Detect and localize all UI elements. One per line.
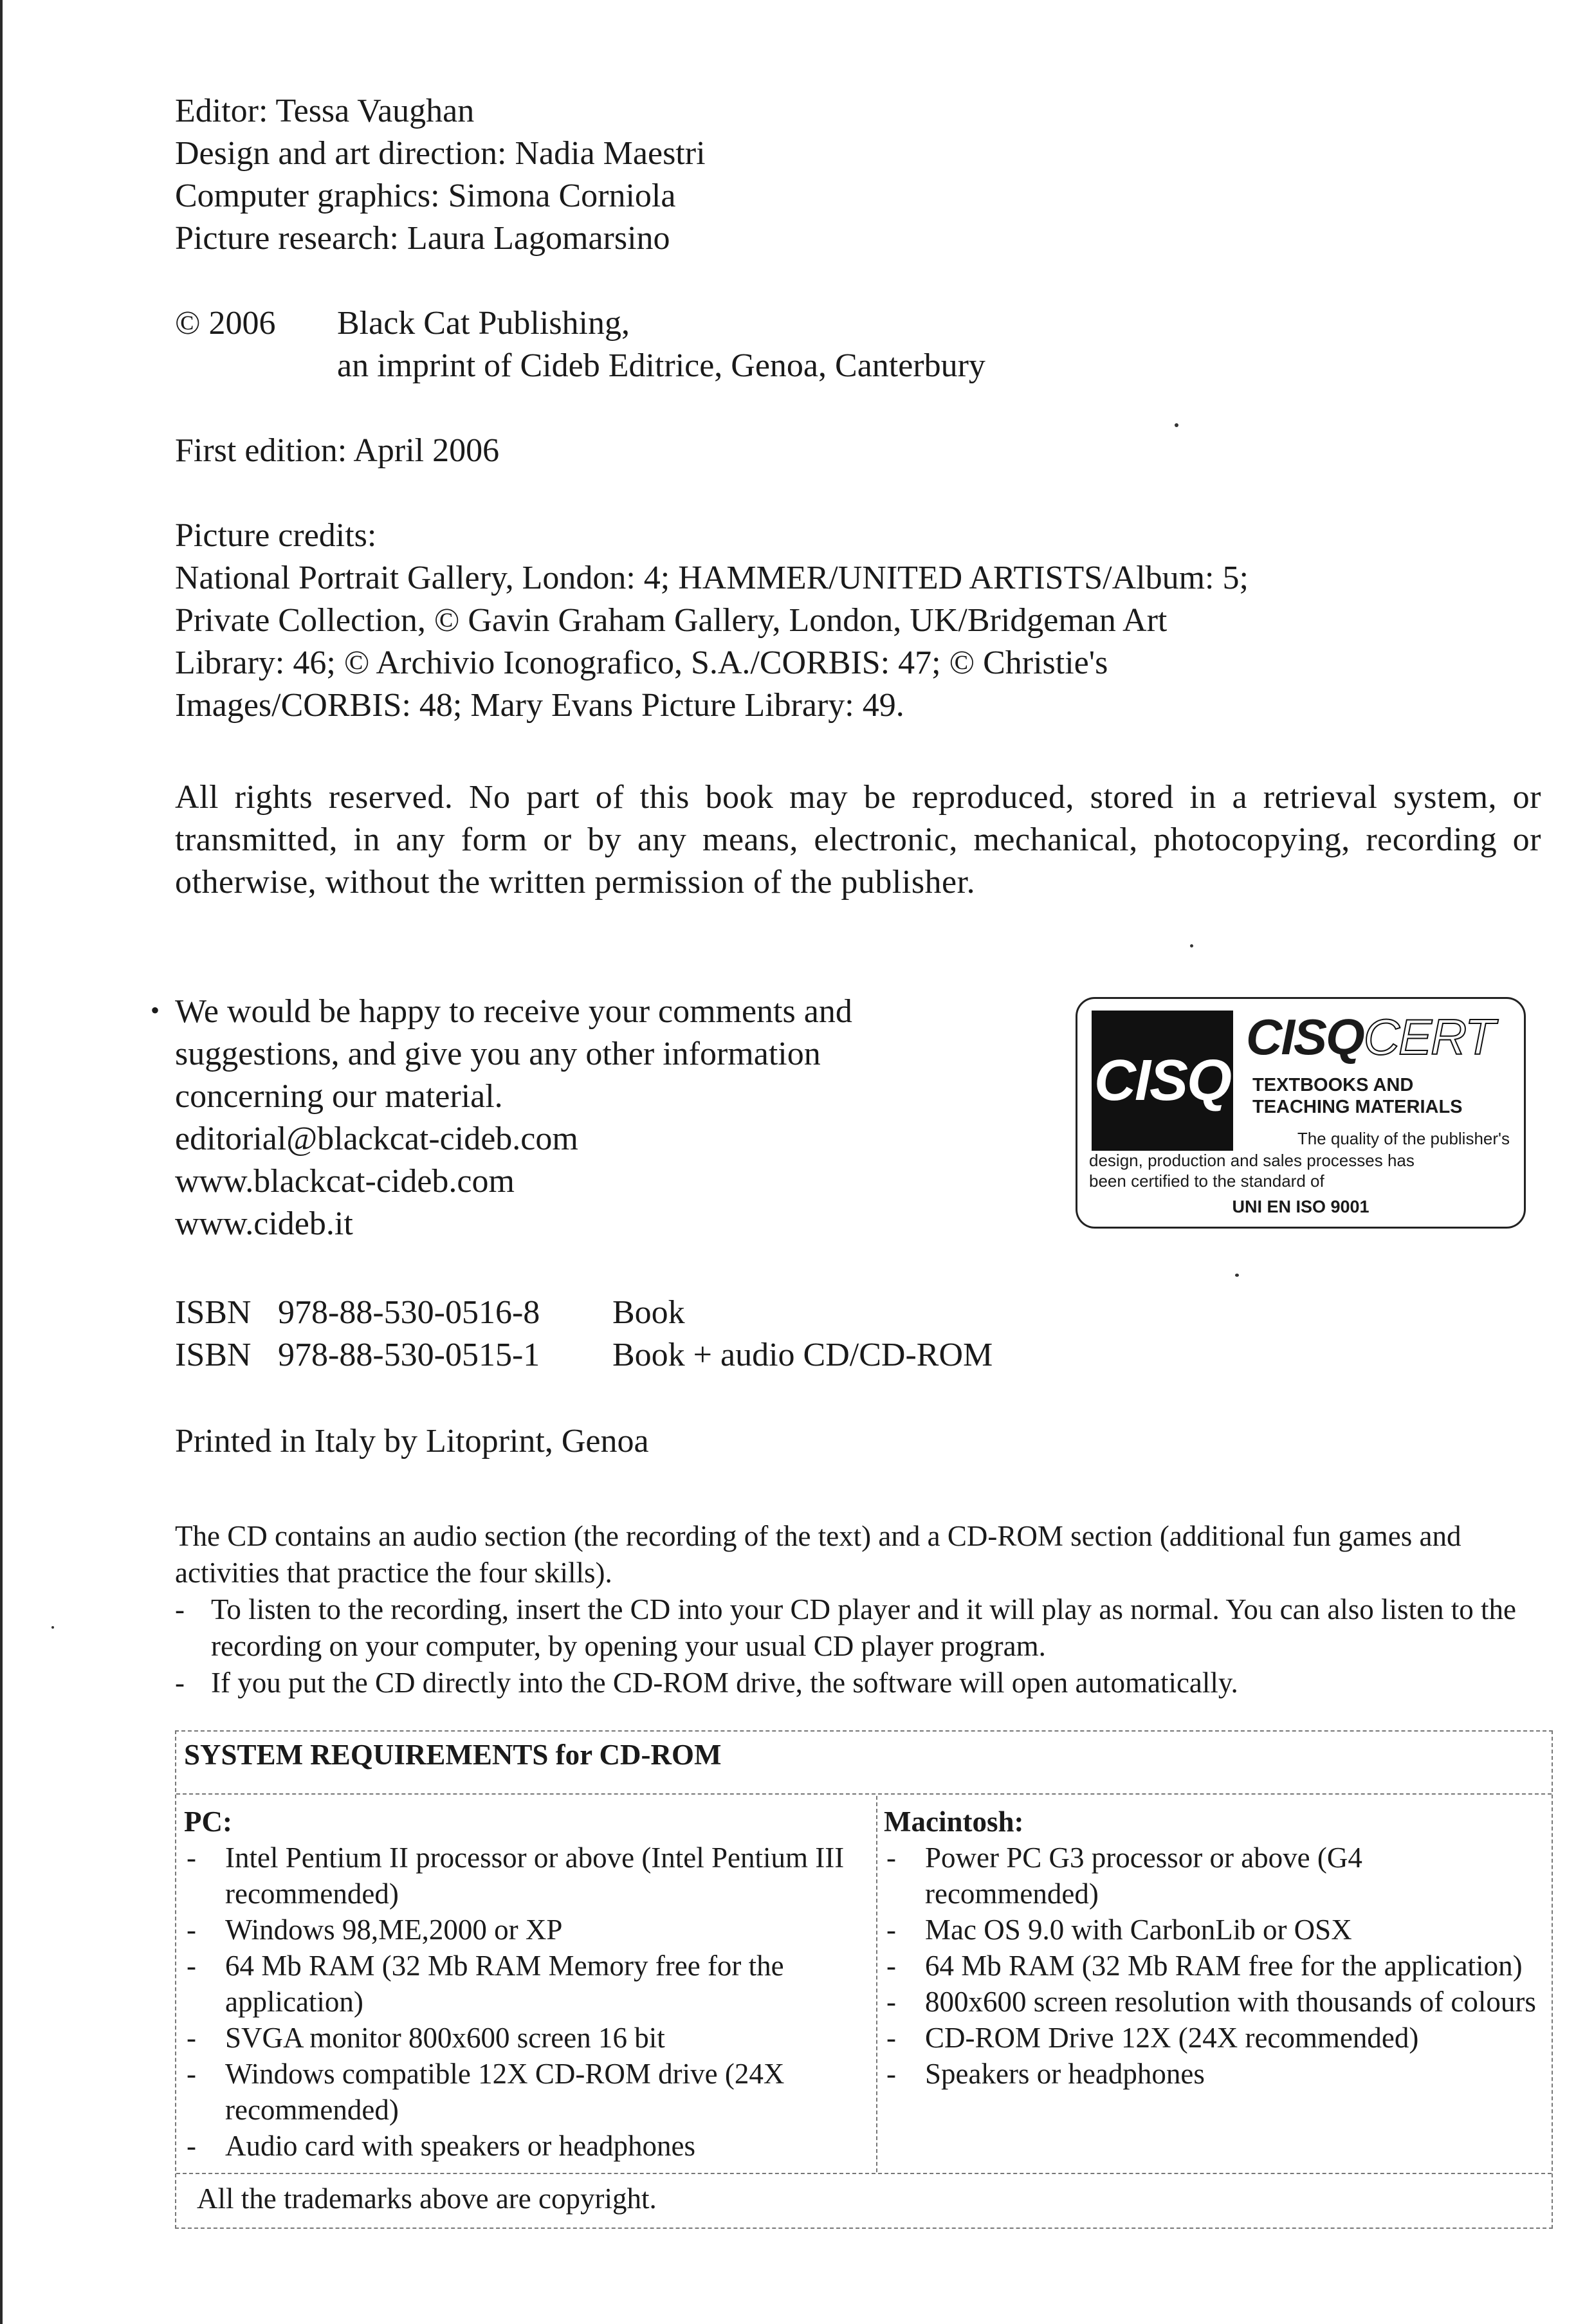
credit-picture-research: Picture research: Laura Lagomarsino: [175, 220, 670, 257]
cisq-quality-text: The quality of the publisher's: [1297, 1129, 1510, 1148]
printer-line: Printed in Italy by Litoprint, Genoa: [175, 1423, 649, 1459]
table-divider: [176, 2173, 1552, 2174]
cisq-quality-text: been certified to the standard of: [1089, 1171, 1324, 1191]
cd-intro: The CD contains an audio section (the recording of the text) and a CD-ROM section (additional fun games and activities that practice the four skills).: [175, 1520, 1461, 1589]
credit-editor: Editor: Tessa Vaughan: [175, 93, 475, 129]
picture-credits-heading: Picture credits:: [175, 517, 377, 554]
contact-line: concerning our material.: [175, 1078, 503, 1115]
cisq-logo: CISQ: [1092, 1011, 1233, 1151]
list-item: - 64 Mb RAM (32 Mb RAM Memory free for the application): [187, 1950, 784, 2018]
cisq-cert-wordmark: CISQCERT: [1246, 1009, 1494, 1065]
first-edition: First edition: April 2006: [175, 432, 500, 469]
scan-speck: [1235, 1274, 1239, 1277]
scan-speck: [1175, 423, 1178, 427]
contact-block: [151, 991, 852, 1245]
scan-speck: [1190, 944, 1193, 947]
list-item: - Mac OS 9.0 with CarbonLib or OSX: [886, 1914, 1352, 1946]
list-item: - Intel Pentium II processor or above (Intel Pentium III recommended): [187, 1842, 845, 1910]
copyright-imprint: an imprint of Cideb Editrice, Genoa, Canterbury: [337, 347, 985, 384]
picture-credits-line: Private Collection, © Gavin Graham Gallery, London, UK/Bridgeman Art: [175, 602, 1168, 639]
list-item: - 800x600 screen resolution with thousands of colours: [886, 1986, 1536, 2018]
picture-credits-line: Images/CORBIS: 48; Mary Evans Picture Library: 49.: [175, 687, 904, 724]
mac-heading: Macintosh:: [884, 1806, 1024, 1838]
cisq-certification-badge: [1076, 997, 1526, 1229]
list-item: - Windows compatible 12X CD-ROM drive (24X recommended): [187, 2058, 785, 2126]
rights-notice: All rights reserved. No part of this book may be reproduced, stored in a retrieval system, or transmitted, in any form or by any means, electronic, mechanical, photocopying, recording or otherwise, without the written permission of the publisher.: [175, 779, 1541, 901]
trademark-notice: All the trademarks above are copyright.: [197, 2182, 657, 2215]
scan-speck: [51, 1626, 54, 1629]
credit-design: Design and art direction: Nadia Maestri: [175, 135, 706, 172]
requirements-title: SYSTEM REQUIREMENTS for CD-ROM: [184, 1739, 722, 1771]
pc-requirements: [184, 1804, 866, 2164]
system-requirements-table: [175, 1730, 1553, 2229]
list-item: - Windows 98,ME,2000 or XP: [187, 1914, 563, 1946]
cisq-standard: UNI EN ISO 9001: [1232, 1197, 1370, 1216]
contact-line: We would be happy to receive your comments and: [175, 993, 852, 1030]
contact-line: suggestions, and give you any other information: [175, 1036, 821, 1072]
list-item: - CD-ROM Drive 12X (24X recommended): [886, 2022, 1419, 2054]
mac-requirements: [884, 1804, 1540, 2092]
contact-email: editorial@blackcat-cideb.com: [175, 1121, 578, 1157]
picture-credits-line: National Portrait Gallery, London: 4; HAMMER/UNITED ARTISTS/Album: 5;: [175, 560, 1249, 596]
table-divider: [176, 1793, 1552, 1795]
picture-credits-line: Library: 46; © Archivio Iconografico, S.A./CORBIS: 47; © Christie's: [175, 645, 1108, 681]
list-item: - Power PC G3 processor or above (G4 recommended): [886, 1842, 1362, 1910]
cisq-category: TEXTBOOKS AND: [1252, 1075, 1414, 1095]
cisq-quality-text: design, production and sales processes has: [1089, 1151, 1415, 1170]
isbn-row: ISBN 978-88-530-0516-8 Book: [175, 1294, 685, 1331]
cisq-category: TEACHING MATERIALS: [1252, 1097, 1463, 1117]
column-divider: [876, 1796, 877, 2172]
list-item: - Audio card with speakers or headphones: [187, 2130, 696, 2162]
credit-graphics: Computer graphics: Simona Corniola: [175, 178, 676, 214]
copyright-publisher: Black Cat Publishing,: [337, 305, 630, 342]
cd-instruction: - To listen to the recording, insert the CD into your CD player and it will play as normal. You can also listen to the recording on your computer, by opening your usual CD player program.: [175, 1593, 1517, 1662]
contact-website-2: www.cideb.it: [175, 1205, 353, 1242]
cd-info: [175, 1518, 1562, 1701]
list-item: - 64 Mb RAM (32 Mb RAM free for the application): [886, 1950, 1523, 1982]
copyright-block: [175, 302, 985, 387]
pc-heading: PC:: [184, 1806, 232, 1838]
isbn-row: ISBN 978-88-530-0515-1 Book + audio CD/CD-ROM: [175, 1337, 993, 1373]
list-item: - Speakers or headphones: [886, 2058, 1205, 2090]
list-item: - SVGA monitor 800x600 screen 16 bit: [187, 2022, 665, 2054]
credits-block: [175, 90, 706, 260]
copyright-year: © 2006: [175, 305, 276, 342]
isbn-block: [175, 1292, 993, 1377]
cd-instruction: - If you put the CD directly into the CD-ROM drive, the software will open automatically.: [175, 1667, 1238, 1699]
contact-website: www.blackcat-cideb.com: [175, 1163, 515, 1200]
picture-credits: [175, 515, 1249, 727]
page-edge: [0, 0, 3, 2324]
bullet-mark: •: [151, 996, 160, 1025]
